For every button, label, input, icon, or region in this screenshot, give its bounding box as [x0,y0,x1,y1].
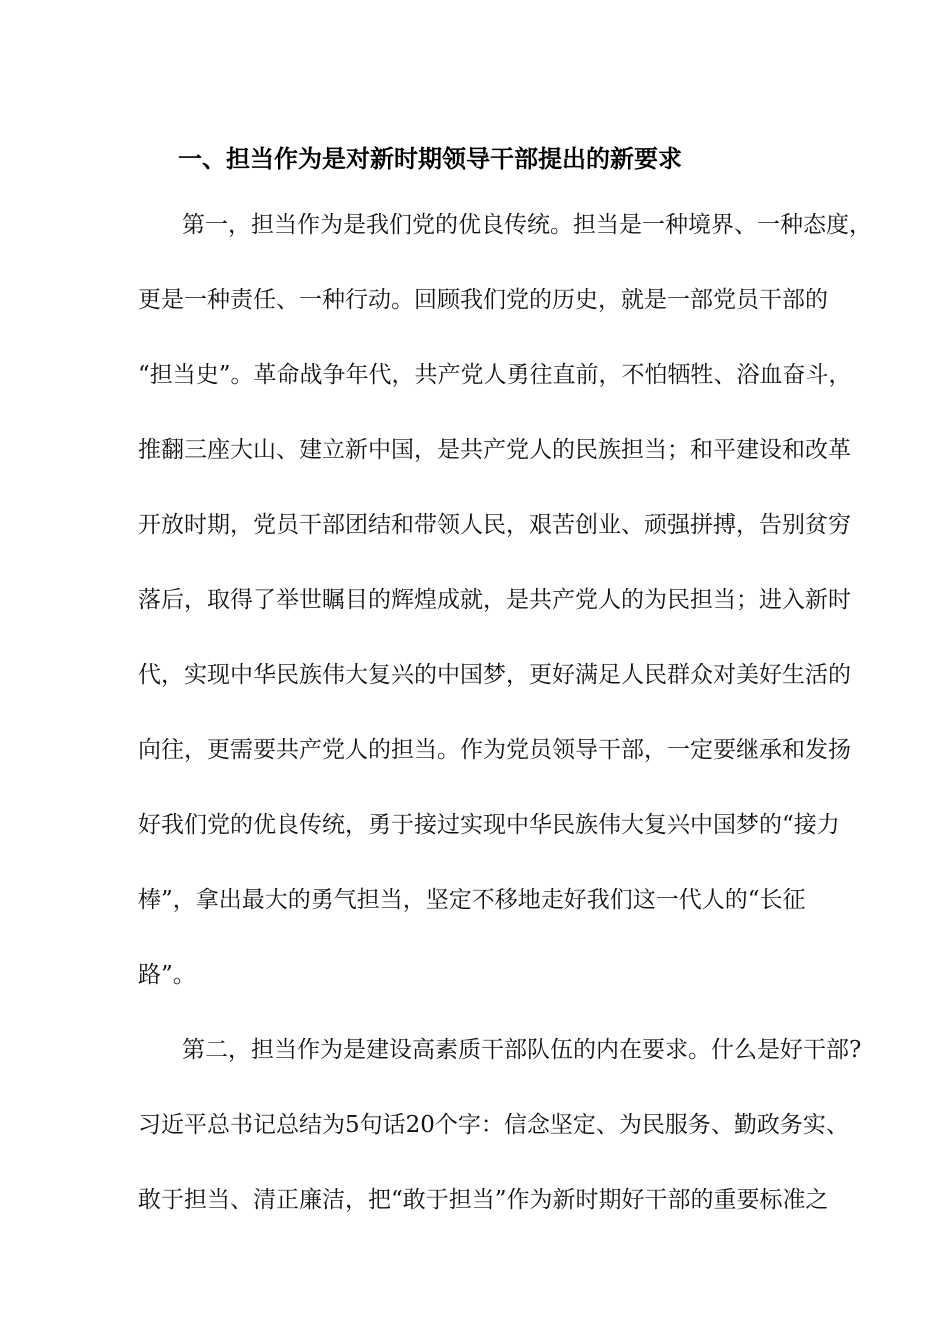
paragraph-line: 习近平总书记总结为5句话20个字：信念坚定、为民服务、勤政务实、 [138,1112,849,1138]
paragraph-line: 棒”，拿出最大的勇气担当，坚定不移地走好我们这一代人的“长征 [138,887,806,913]
paragraph-line: 开放时期，党员干部团结和带领人民，艰苦创业、顽强拼搏，告别贫穷 [138,512,851,538]
paragraph-line: 向往，更需要共产党人的担当。作为党员领导干部，一定要继承和发扬 [138,737,851,763]
paragraph-line: 好我们党的优良传统，勇于接过实现中华民族伟大复兴中国梦的“接力 [138,812,840,838]
paragraph-line: 更是一种责任、一种行动。回顾我们党的历史，就是一部党员干部的 [138,287,828,313]
paragraph-line: “担当史”。革命战争年代，共产党人勇往直前，不怕牺牲、浴血奋斗， [138,362,852,388]
paragraph-line: 代，实现中华民族伟大复兴的中国梦，更好满足人民群众对美好生活的 [138,662,851,688]
paragraph-line: 路”。 [138,962,196,988]
paragraph-line: 敢于担当、清正廉洁，把“敢于担当”作为新时期好干部的重要标准之 [138,1187,829,1213]
paragraph-line: 第二，担当作为是建设高素质干部队伍的内在要求。什么是好干部? [182,1037,862,1063]
paragraph-line: 第一，担当作为是我们党的优良传统。担当是一种境界、一种态度， [182,212,872,238]
section-heading: 一、担当作为是对新时期领导干部提出的新要求 [178,145,682,173]
paragraph-line: 落后，取得了举世瞩目的辉煌成就，是共产党人的为民担当；进入新时 [138,587,851,613]
paragraph-line: 推翻三座大山、建立新中国，是共产党人的民族担当；和平建设和改革 [138,437,851,463]
